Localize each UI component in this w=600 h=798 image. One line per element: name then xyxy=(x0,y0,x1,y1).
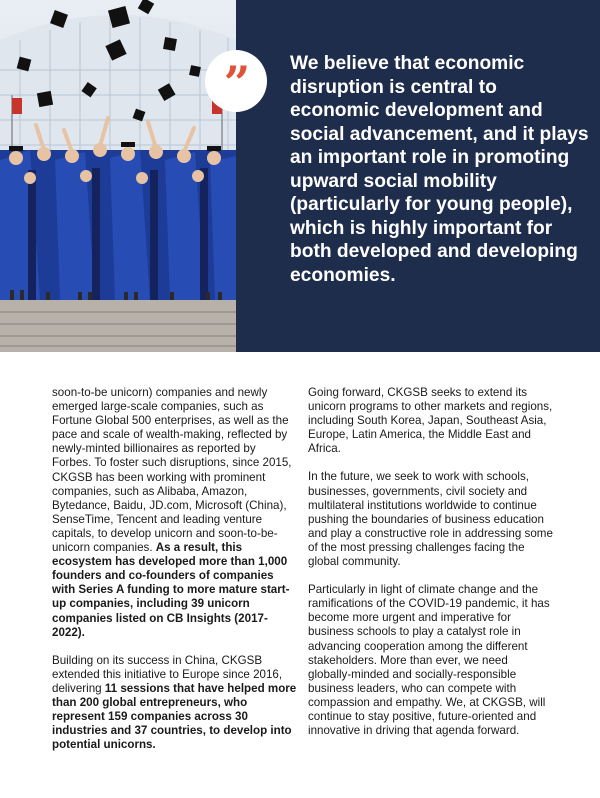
paragraph xyxy=(52,386,298,640)
hero-banner xyxy=(0,0,600,352)
quote-mark-glyph: ” xyxy=(223,56,249,110)
left-column xyxy=(52,386,298,766)
paragraph: Going forward, CKGSB seeks to extend its unicorn programs to other markets and regions, including South Korea, Japan, Southeast Asia, Europe, Latin America, the Middle East and Africa. xyxy=(308,386,553,456)
graduation-photo xyxy=(0,0,236,352)
quote-mark-icon xyxy=(205,50,267,112)
paragraph: In the future, we seek to work with schools, businesses, governments, civil society and multilateral institutions worldwide to continue pushing the boundaries of business education and play a constructive role in addressing some of the most pressing challenges facing the global community. xyxy=(308,470,553,569)
pull-quote: We believe that economic disruption is central to economic development and social advancement, and it plays an important role in promoting upward social mobility (particularly for young people), which is highly important for both developed and developing economies. xyxy=(290,53,589,286)
paragraph-text: soon-to-be unicorn) companies and newly emerged large-scale companies, such as Fortune Global 500 enterprises, as well as the pace and scale of wealth-making, reflected by newly-minted billionaires as reported by Forbes. To foster such disruptions, since 2015, CKGSB has been working with prominent companies, such as Alibaba, Amazon, Bytedance, Baidu, JD.com, Microsoft (China), SenseTime, Tencent and leading venture capitals, to develop unicorn and soon-to-be-unicorn companies. xyxy=(52,386,292,555)
paragraph: Particularly in light of climate change and the ramifications of the COVID-19 pandemic, it has become more urgent and imperative for business schools to play a catalyst role in advancing cooperation among the different stakeholders. More than ever, we need globally-minded and socially-responsible business leaders, who can compete with compassion and empathy. We, at CKGSB, will continue to stay positive, future-oriented and innovative in driving that agenda forward. xyxy=(308,583,550,738)
paragraph-text: Building on its success in China, CKGSB extended this initiative to Europe since 2016, delivering xyxy=(52,653,283,695)
right-column xyxy=(308,386,554,752)
highlight-text: 11 sessions that have helped more than 200 global entrepreneurs, who represent 159 companies across 30 industries and 37 countries, to develop into potential unicorns. xyxy=(52,681,297,752)
highlight-text: As a result, this ecosystem has developed more than 1,000 founders and co-founders of companies with Series A funding to more mature start-up companies, including 39 unicorn companies listed on CB Insights (2017-2022). xyxy=(52,541,290,639)
paragraph xyxy=(52,654,298,753)
